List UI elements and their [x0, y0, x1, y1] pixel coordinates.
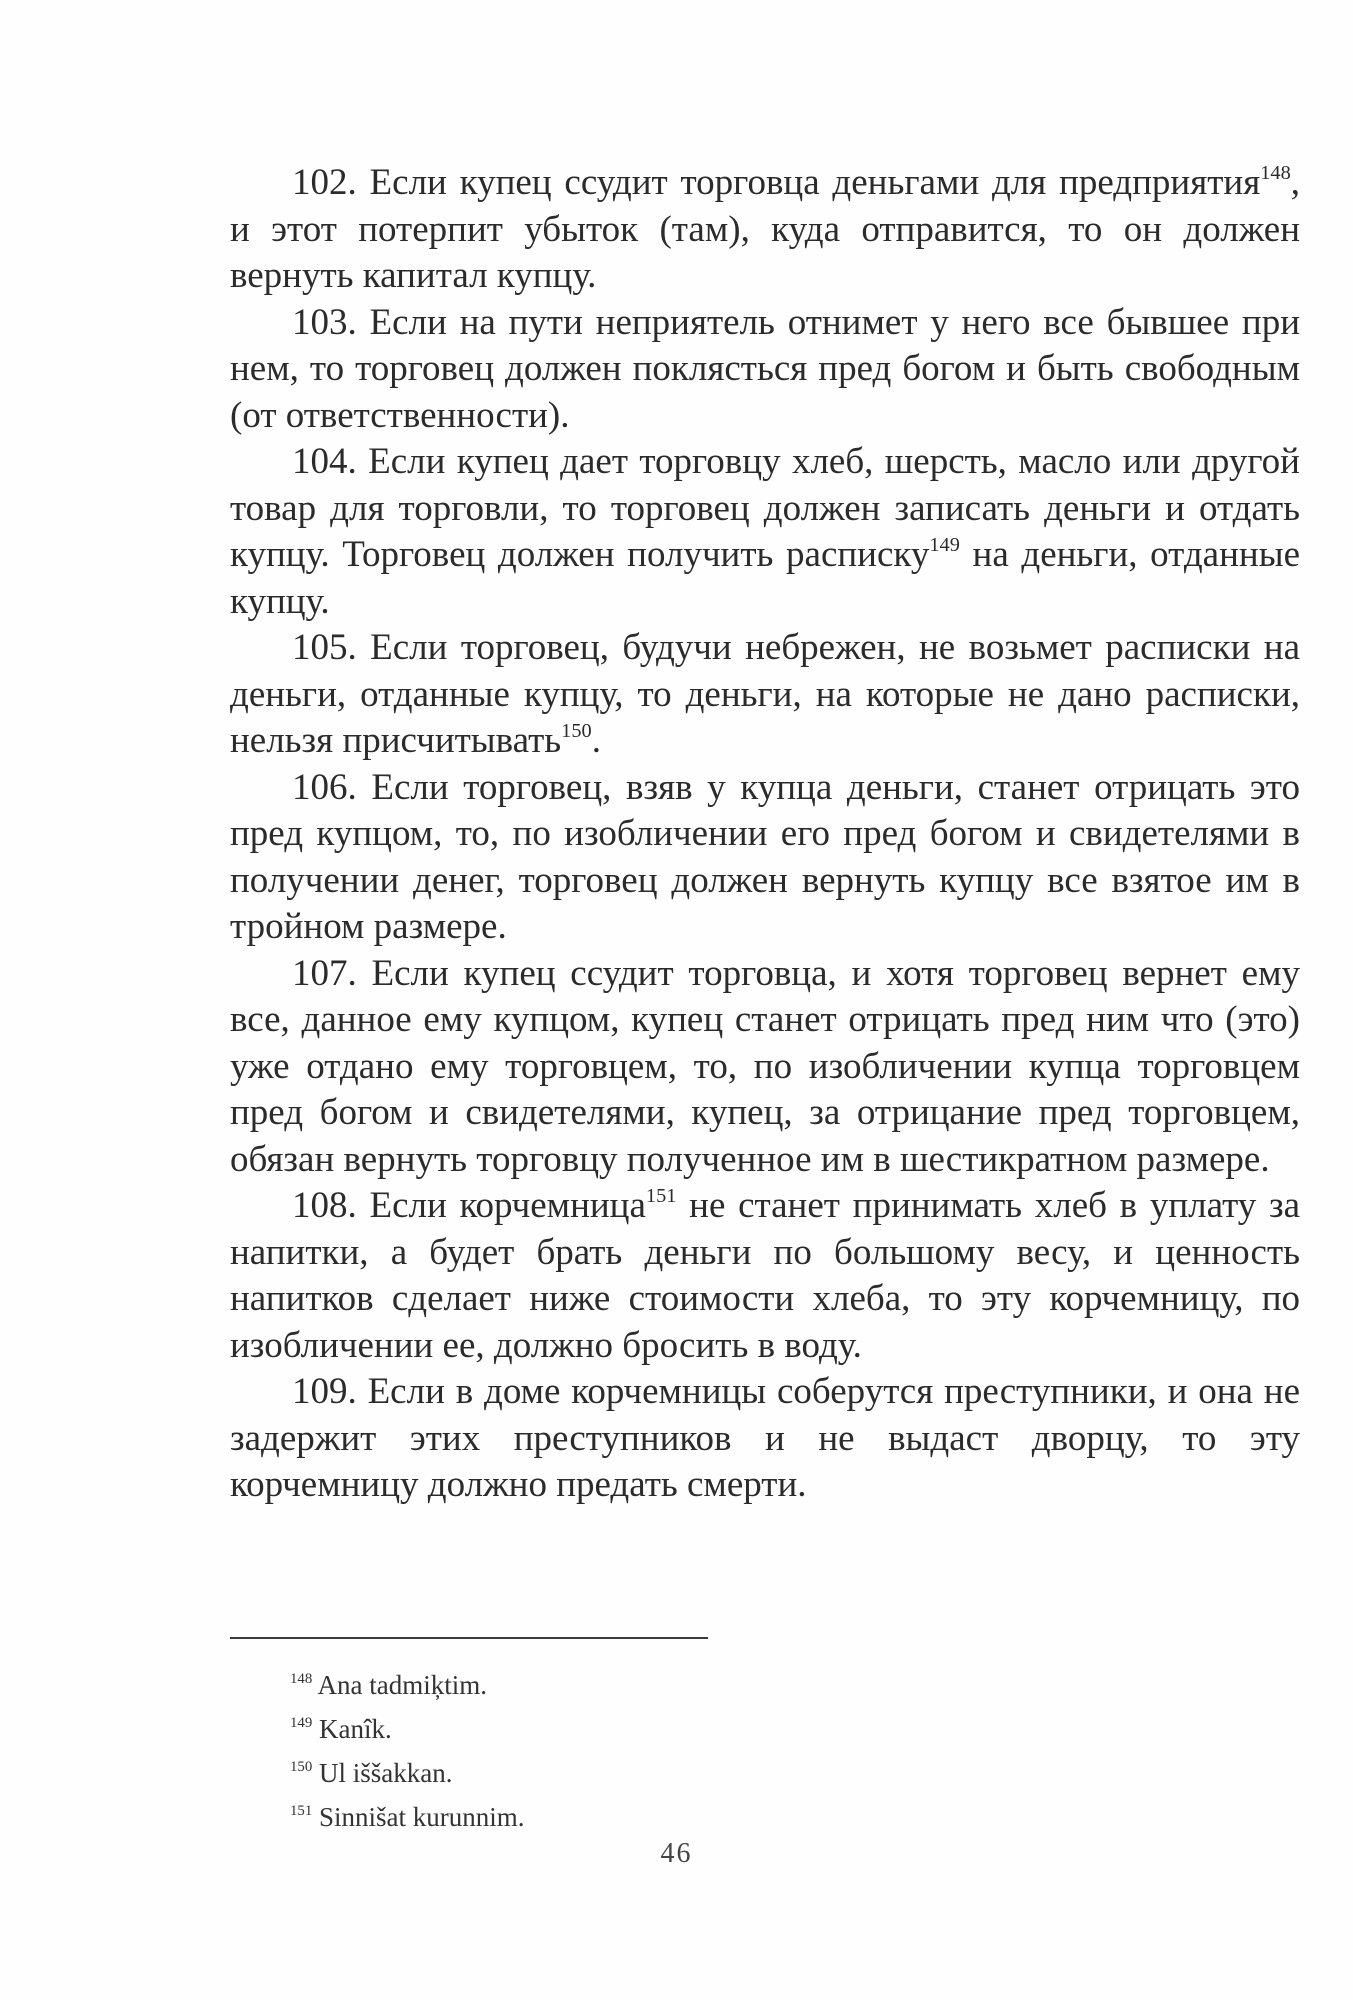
footnotes — [290, 1663, 990, 1839]
paragraph-text: 102. Если купец ссудит торговца деньгами для предприятия — [292, 162, 1261, 203]
paragraph — [230, 951, 1300, 1184]
paragraph-text: 105. Если торговец, будучи небрежен, не возьмет расписки на деньги, отданные купцу, то деньги, на которые не дано расписки, нельзя присчитывать — [230, 627, 1300, 761]
footnote-reference: 151 — [645, 1184, 677, 1207]
footnote — [290, 1795, 990, 1839]
page-number: 46 — [660, 1838, 693, 1869]
footnote-reference: 150 — [561, 719, 592, 742]
footnote-text: Kanîk. — [319, 1714, 392, 1744]
footnote-text: Ana tadmiķtim. — [317, 1670, 488, 1700]
footnote-number: 150 — [290, 1758, 313, 1775]
paragraph — [230, 625, 1300, 765]
main-text — [230, 160, 1300, 1509]
paragraph-text: 108. Если корчемница — [292, 1185, 646, 1226]
paragraph-text: . — [591, 720, 601, 761]
paragraph — [230, 765, 1300, 951]
paragraph-text: 107. Если купец ссудит торговца, и хотя торговец вернет ему все, данное ему купцом, купец станет отрицать пред ним что (это) уже отдано ему торговцем, то, по изобличении купца торговцем пред богом и свидетелями, купец, за отрицание пред торговцем, обязан вернуть торговцу полученное им в шестикратном размере. — [230, 952, 1300, 1180]
paragraph-text: 109. Если в доме корчемницы соберутся преступники, и она не задержит этих преступников и не выдаст дворцу, то эту корчемницу должно предать смерти. — [230, 1371, 1300, 1505]
paragraph — [230, 300, 1300, 440]
footnote-text: Ul iššakkan. — [319, 1758, 453, 1788]
footnote-text: Sinnišat kurunnim. — [319, 1802, 525, 1832]
footnote-number: 148 — [290, 1670, 313, 1687]
footnote-number: 151 — [290, 1802, 313, 1819]
footnote-separator — [230, 1637, 708, 1639]
paragraph-text: на деньги, отданные купцу. — [230, 534, 1300, 622]
paragraph-text: , и этот потерпит убыток (там), куда отправится, то он должен вернуть капитал купцу. — [230, 162, 1300, 296]
footnote — [290, 1663, 990, 1707]
footnote — [290, 1751, 990, 1795]
paragraph-text: 106. Если торговец, взяв у купца деньги, станет отрицать это пред купцом, то, по изобличении его пред богом и свидетелями в получении денег, торговец должен вернуть купцу все взятое им в тройном размере. — [230, 766, 1300, 947]
paragraph — [230, 1369, 1300, 1509]
paragraph-text: 104. Если купец дает торговцу хлеб, шерсть, масло или другой товар для торговли, то торговец должен записать деньги и отдать купцу. Торговец должен получить расписку — [230, 441, 1300, 575]
footnote-reference: 148 — [1260, 161, 1291, 184]
paragraph-text: не станет принимать хлеб в уплату за напитки, а будет брать деньги по большому весу, и ценность напитков сделает ниже стоимости хлеба, то эту корчемницу, по изобличении ее, должно бросить в воду. — [230, 1185, 1301, 1366]
footnote-reference: 149 — [929, 533, 960, 556]
paragraph — [230, 160, 1300, 300]
paragraph-text: 103. Если на пути неприятель отнимет у него все бывшее при нем, то торговец должен поклясться пред богом и быть свободным (от ответственности). — [230, 301, 1300, 436]
footnote — [290, 1707, 990, 1751]
paragraph — [230, 1183, 1300, 1369]
footnote-number: 149 — [290, 1714, 313, 1731]
paragraph — [230, 439, 1300, 625]
